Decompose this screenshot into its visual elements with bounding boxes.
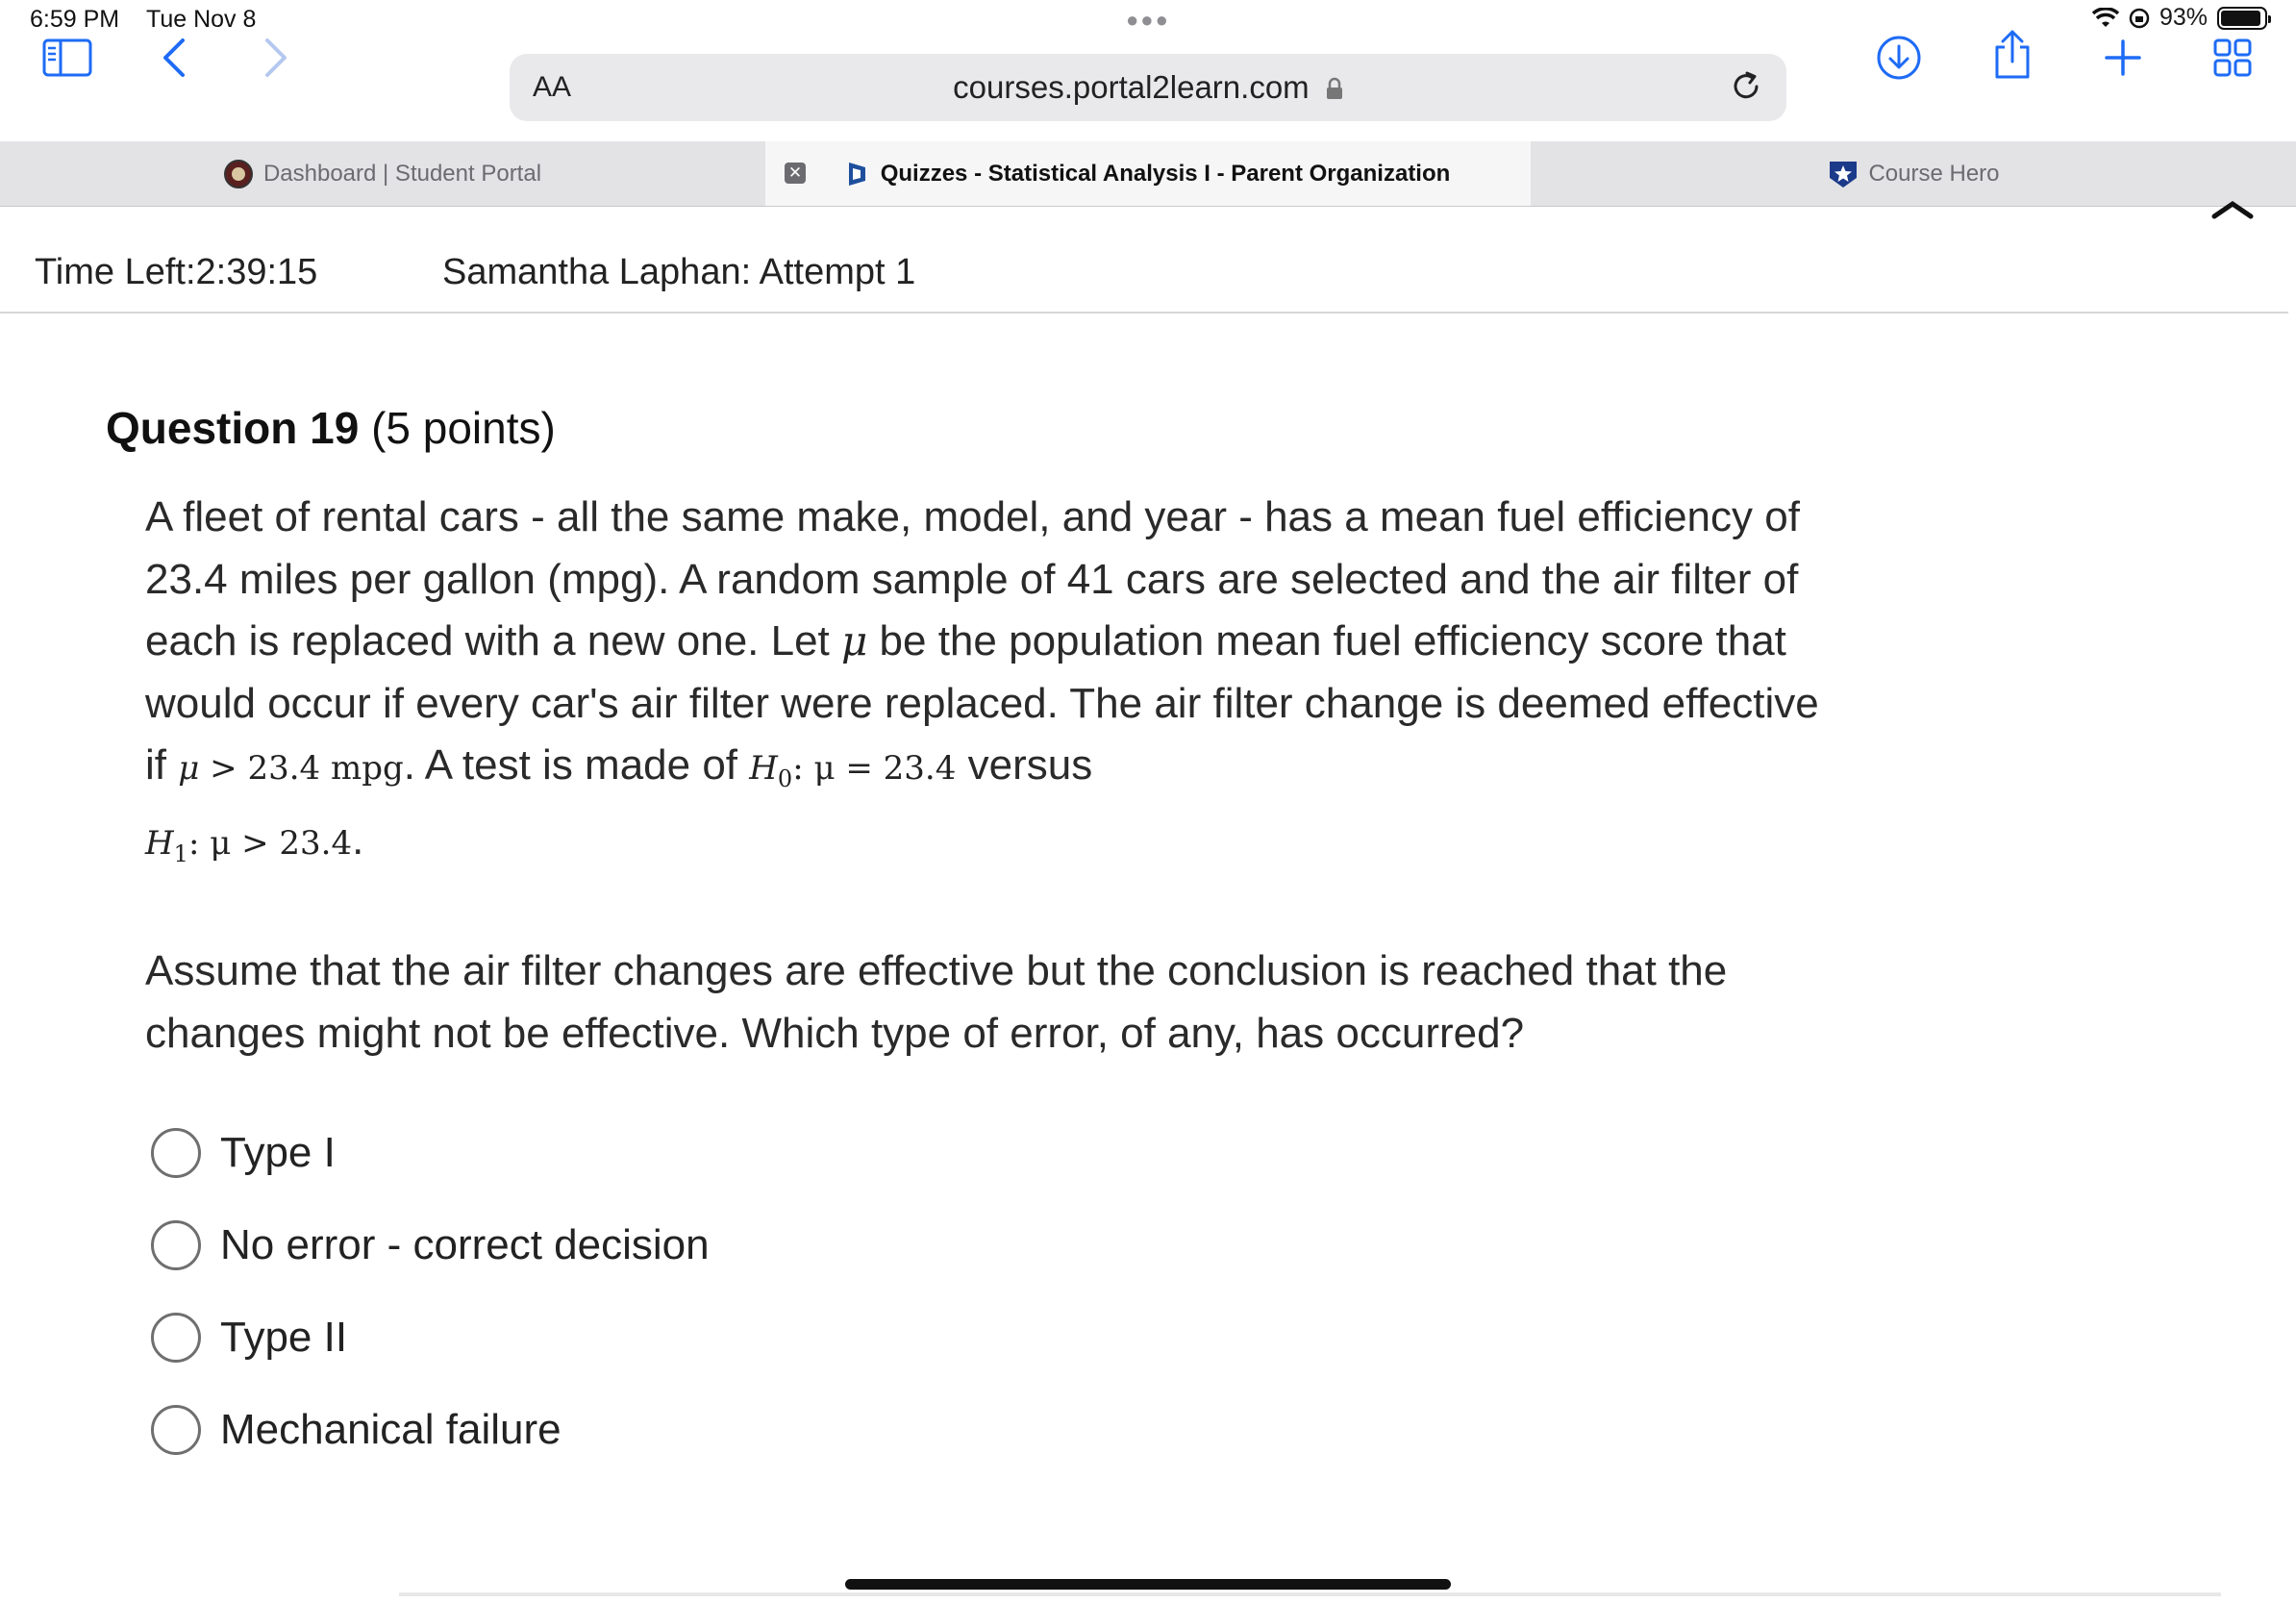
status-indicators [2092,4,2267,32]
tab-label: Dashboard | Student Portal [262,160,542,187]
status-time: 6:59 PM [30,6,120,33]
question-prompt: Assume that the air filter changes are effective but the conclusion is reached that the changes might not be effective. Which type of error, of any, has occurred? [145,947,1728,1057]
header-divider [0,312,2288,313]
answer-option[interactable] [151,1128,336,1178]
question-text-part: versus [956,741,1093,789]
option-label: Type I [220,1129,336,1176]
download-icon[interactable] [1876,35,1922,81]
reload-icon[interactable] [1727,67,1765,106]
home-indicator[interactable] [845,1579,1451,1590]
radio-button[interactable] [151,1128,201,1178]
attempt-label: Samantha Laphan: Attempt 1 [442,252,916,292]
tab-label: Quizzes - Statistical Analysis I - Parent Organization [880,160,1451,187]
time-left: Time Left:2:39:15 [35,252,318,292]
option-label: Mechanical failure [220,1406,562,1453]
option-label: Type II [220,1314,348,1361]
question-points: (5 points) [371,403,556,453]
sidebar-icon[interactable] [42,38,92,77]
page-bottom-divider [399,1592,2221,1596]
reader-aa-button[interactable]: AA [533,71,572,103]
battery-icon [2217,7,2267,30]
url-text: courses.portal2learn.com [953,69,1310,105]
question-title [106,402,556,454]
question-text-part: . [352,816,364,865]
mu-symbol: μ [841,617,868,664]
answer-option[interactable] [151,1405,562,1455]
tab-close-icon[interactable]: ✕ [785,163,806,184]
tab-overview-icon[interactable] [2213,38,2252,77]
share-icon[interactable] [1992,30,2033,80]
alt-hypothesis: $H_1$: μ > 23.4 [145,824,353,868]
null-hypothesis: $H_0$: μ = 23.4 [749,749,957,792]
radio-button[interactable] [151,1220,201,1270]
forward-icon[interactable] [263,38,288,78]
portal-logo-icon [223,159,254,189]
question-number: Question 19 [106,403,360,453]
tab-quizzes[interactable] [765,141,1531,206]
brightspace-icon [846,160,869,188]
back-icon[interactable] [162,38,187,78]
course-hero-icon [1828,159,1859,189]
tab-label: Course Hero [1868,160,2000,187]
question-text-part: be the population mean fuel efficiency score that would occur if every car's air filter were replaced. The air filter change is deemed effective if [145,617,1819,789]
effective-condition: μ > 23.4 mpg [178,749,404,788]
battery-percent: 93% [2159,4,2208,31]
lock-icon [1326,77,1343,100]
radio-button[interactable] [151,1405,201,1455]
question-text-part: . A test is made of [403,741,750,789]
orientation-lock-icon [2129,8,2150,29]
collapse-chevron-icon[interactable] [2211,200,2254,219]
tab-course-hero[interactable] [1532,141,2296,206]
option-label: No error - correct decision [220,1221,710,1268]
question-text-part: A fleet of rental cars - all the same make, model, and year - has a mean fuel efficiency of 23.4 miles per gallon (mpg). A random sample of 41 cars are selected and the air filter of each is replaced with a new one. Let [145,493,1800,664]
radio-button[interactable] [151,1313,201,1363]
new-tab-plus-icon[interactable] [2104,38,2142,77]
wifi-icon [2092,8,2119,29]
answer-option[interactable] [151,1313,347,1363]
multitasking-dots-icon[interactable]: ●●● [1126,8,1170,32]
answer-option[interactable] [151,1220,710,1270]
address-bar[interactable] [510,54,1786,121]
status-date: Tue Nov 8 [146,6,257,33]
tab-dashboard[interactable] [0,141,764,206]
url-display[interactable] [510,69,1786,106]
question-text [145,487,1837,886]
tab-bar [0,141,2296,207]
